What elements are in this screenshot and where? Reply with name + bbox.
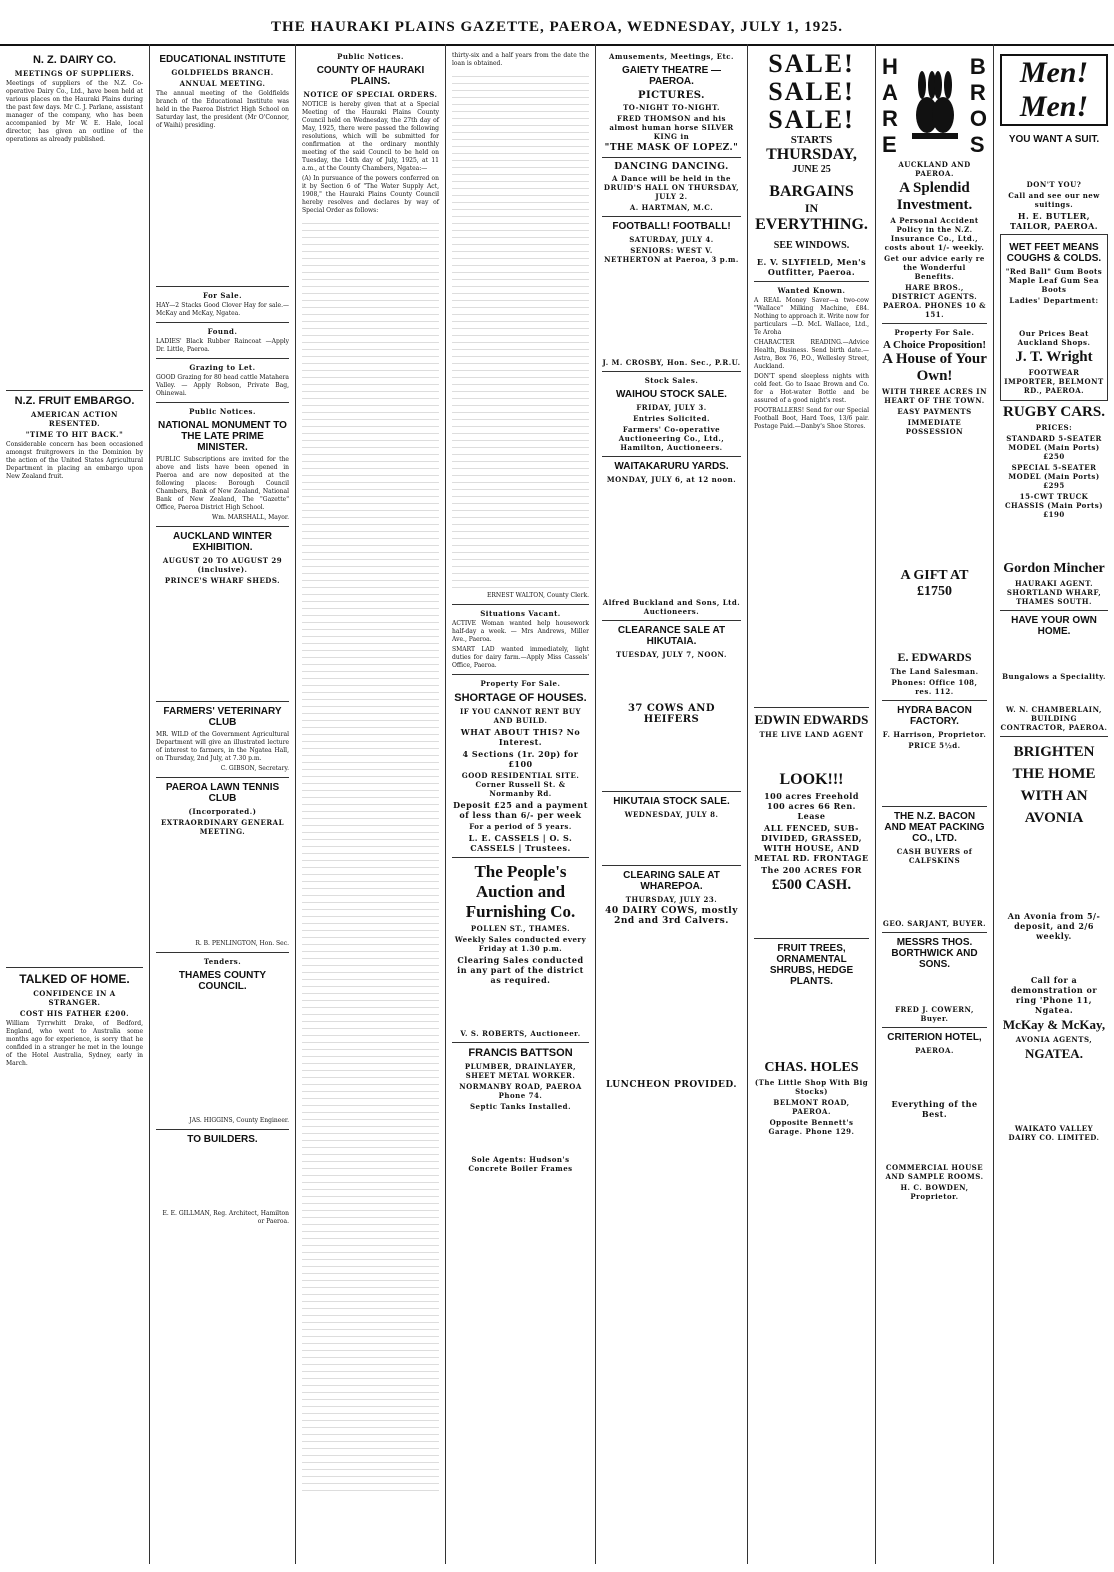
borthwick-heading: MESSRS THOS. BORTHWICK AND SONS.	[891, 937, 978, 970]
rabbits-icon	[904, 67, 964, 145]
weekly-sales: Weekly Sales conducted every Friday at 1.30 p.m.	[454, 935, 587, 953]
exhibition-venue: PRINCE'S WHARF SHEDS.	[164, 576, 281, 585]
column-5	[596, 44, 748, 1564]
situations-vacant-heading: Situations Vacant.	[480, 609, 561, 618]
property-for-sale-heading: Property For Sale.	[480, 679, 561, 688]
cash-price: £500 CASH.	[771, 877, 852, 893]
land-salesman: The Land Salesman.	[890, 667, 979, 676]
article-body-filler	[1000, 1062, 1108, 1122]
all-fenced: ALL FENCED, SUB-DIVIDED, GRASSED, WITH HOUSE, AND METAL RD. FRONTAGE	[754, 823, 869, 863]
prices-beat: Our Prices Beat Auckland Shops.	[1017, 329, 1091, 347]
masthead-title: THE HAURAKI PLAINS GAZETTE, PAEROA, WEDNESDAY, JULY 1, 1925.	[271, 19, 843, 35]
everything: EVERYTHING.	[755, 216, 868, 233]
butler-tailor: H. E. BUTLER, TAILOR, PAEROA.	[1009, 211, 1099, 231]
men-logo: Men! Men!	[1000, 54, 1108, 126]
bargains: BARGAINS	[769, 183, 854, 200]
waihou-entries: Entries Solicited.	[633, 414, 710, 423]
cows-and-heifers: 37 COWS AND HEIFERS	[627, 703, 716, 725]
article-body-filler	[6, 483, 143, 963]
gordon-mincher: Gordon Mincher	[1003, 561, 1105, 576]
hikutaia-stock-heading: HIKUTAIA STOCK SALE.	[613, 796, 730, 807]
article-body-filler	[602, 661, 741, 701]
gift-price: A GIFT AT £1750	[900, 568, 969, 599]
column-7	[876, 44, 994, 1564]
immediate-possession: IMMEDIATE POSSESSION	[905, 418, 964, 436]
commercial-house: COMMERCIAL HOUSE AND SAMPLE ROOMS.	[885, 1163, 984, 1181]
column-6	[748, 44, 876, 1564]
pictures: PICTURES.	[637, 90, 706, 101]
column-4	[446, 44, 596, 1564]
investment-heading: A Splendid Investment.	[896, 180, 973, 213]
everything-best: Everything of the Best.	[891, 1099, 978, 1119]
article-body-filler	[452, 987, 589, 1027]
in: IN	[804, 201, 819, 215]
bros-letters: B R O S	[969, 54, 987, 157]
article-body-filler	[1000, 148, 1108, 178]
sale-1: SALE!	[768, 49, 855, 78]
grazing-heading: Grazing to Let.	[189, 363, 256, 372]
column-1	[0, 44, 150, 1564]
little-shop: (The Little Shop With Big Stocks)	[754, 1078, 869, 1096]
special-orders-intro: NOTICE is hereby given that at a Special Meeting of the Hauraki Plains County Council held on Wednesday, the 27th day of May, 1925, there were passed the following resolutions, which will be submitted for confirmation at the ordinary monthly meeting of the said Council to be held on Tuesday, the 14th day of July, 1925, at 11 a.m., at the County Chambers, Ngatea:—	[302, 101, 439, 172]
article-body-filler	[1000, 640, 1108, 670]
dairy-co-subheading: MEETINGS OF SUPPLIERS.	[14, 69, 135, 78]
wharepoa-heading: CLEARING SALE AT WHAREPOA.	[623, 870, 720, 892]
edu-institute-article: The annual meeting of the Goldfields branch of the Educational Institute was held in the Paeroa District High School on Saturday last, the president (Mr O'Connor, of Waihi) presiding.	[156, 90, 289, 129]
tonight: TO-NIGHT TO-NIGHT.	[623, 103, 720, 112]
easy-payments: EASY PAYMENTS	[897, 407, 972, 416]
article-body-filler	[602, 727, 741, 787]
battson-address: NORMANBY ROAD, PAEROA Phone 74.	[459, 1082, 582, 1100]
waitakaruru-heading: WAITAKARURU YARDS.	[614, 461, 729, 472]
column-3	[296, 44, 446, 1564]
acres-for: The 200 ACRES FOR	[761, 865, 862, 875]
talked-of-home-article: William Tyrrwhitt Drake, of Bedford, England, who went to Australia some months ago for experience, is sorry that he confided in a stranger he met in the lounge of the Hotel Australia, Sydney, early in March.	[6, 1020, 143, 1067]
tennis-club-sub: (Incorporated.)	[188, 807, 257, 816]
cowern-buyer: FRED J. COWERN, Buyer.	[895, 1005, 974, 1023]
article-body-filler	[882, 973, 987, 1003]
raincoat-ad: LADIES' Black Rubber Raincoat —Apply Dr. Little, Paeroa.	[156, 338, 289, 353]
wanted-known-heading: Wanted Known.	[777, 286, 846, 295]
talked-of-home-heading: TALKED OF HOME.	[19, 972, 130, 986]
article-body-filler	[754, 433, 869, 703]
waitakaruru-date: MONDAY, JULY 6, at 12 noon.	[606, 475, 737, 484]
monument-signature: Wm. MARSHALL, Mayor.	[212, 514, 289, 521]
wright-heading: J. T. Wright	[1015, 349, 1093, 365]
county-clerk-signature: ERNEST WALTON, County Clerk.	[487, 592, 589, 599]
article-body-filler	[1000, 683, 1108, 703]
mincher-address: HAURAKI AGENT. SHORTLAND WHARF, THAMES SOUTH.	[1006, 579, 1102, 606]
calfskins: CASH BUYERS of CALFSKINS	[896, 847, 973, 865]
avonia-deposit: An Avonia from 5/- deposit, and 2/6 weekly.	[1007, 911, 1101, 941]
article-body-filler	[6, 146, 143, 386]
to-builders-heading: TO BUILDERS.	[187, 1134, 258, 1145]
slyfield: E. V. SLYFIELD, Men's Outfitter, Paeroa.	[756, 257, 867, 277]
wright-address: FOOTWEAR IMPORTER, BELMONT RD., PAEROA.	[1004, 368, 1104, 395]
dance-notice: A Dance will be held in the DRUID'S HALL ON THURSDAY, JULY 2.	[603, 174, 740, 201]
amusements-heading: Amusements, Meetings, Etc.	[609, 52, 734, 61]
article-body-filler	[602, 821, 741, 861]
active-woman-ad: ACTIVE Woman wanted help housework half-day a week. — Mrs Andrews, Miller Ave., Paeroa.	[452, 620, 589, 643]
vet-club-notice: MR. WILD of the Government Agricultural Department will give an illustrated lecture of interest to farmers, in the Ngatea Hall, on Thursday, 2nd July, at 7.30 p.m.	[156, 731, 289, 762]
article-body-filler	[882, 600, 987, 650]
gaiety-theatre-heading: GAIETY THEATRE — PAEROA.	[621, 65, 722, 87]
thursday: THURSDAY,	[766, 146, 857, 163]
dont-you: DON'T YOU?	[1026, 180, 1082, 189]
what-about-this: WHAT ABOUT THIS? No Interest.	[460, 727, 581, 747]
article-body-filler	[882, 1121, 987, 1161]
monument-notice: PUBLIC Subscriptions are invited for the above and lists have been opened in Paeroa and are now deposited at the following places: Borough Council Chambers, Bank of New Zealand, National Bank of New Zealand, The "Gazette" Office, Paeroa District High School.	[156, 456, 289, 511]
fruit-embargo-quote: "TIME TO HIT BACK."	[25, 430, 124, 439]
shortage-of-houses-heading: SHORTAGE OF HOUSES.	[454, 692, 587, 704]
ngatea: NGATEA.	[1025, 1046, 1083, 1061]
chas-holes-heading: CHAS. HOLES	[764, 1060, 859, 1075]
hydra-price: PRICE 5½d.	[908, 741, 961, 750]
hydra-proprietor: F. Harrison, Proprietor.	[882, 730, 987, 739]
character-reading-ad: CHARACTER READING.—Advice Health, Business. Send birth date.—Astra, Box 76, P.O., Wellesley Street, Auckland.	[754, 339, 869, 370]
septic-tanks: Septic Tanks Installed.	[469, 1102, 572, 1111]
special-model: SPECIAL 5-SEATER MODEL (Main Ports) £295	[1008, 463, 1100, 490]
hay-ad: HAY—2 Stacks Good Clover Hay for sale.—McKay and McKay, Ngatea.	[156, 302, 289, 317]
article-body-filler	[1000, 521, 1108, 561]
article-body-filler	[602, 486, 741, 596]
rent-buy-build: IF YOU CANNOT RENT BUY AND BUILD.	[459, 707, 582, 725]
hikutaia-clearance-heading: CLEARANCE SALE AT HIKUTAIA.	[617, 625, 726, 647]
grazing-ad: GOOD Grazing for 80 head cattle Matahera Valley. — Apply Robson, Private Bag, Ohinewai.	[156, 374, 289, 397]
edu-institute-heading: EDUCATIONAL INSTITUTE	[159, 54, 286, 65]
football-secretary: J. M. CROSBY, Hon. Sec., P.R.U.	[602, 358, 741, 367]
mckay-heading: McKay & McKay,	[1002, 1017, 1106, 1032]
edwards-phones: Phones: Office 108, res. 112.	[891, 678, 978, 696]
hikutaia-stock-date: WEDNESDAY, JULY 8.	[624, 810, 719, 819]
article-body-filler	[156, 1148, 289, 1208]
criterion-heading: CRITERION HOTEL,	[887, 1032, 982, 1043]
tenders-heading: Tenders.	[203, 957, 242, 966]
county-heading: COUNTY OF HAURAKI PLAINS.	[316, 65, 425, 87]
want-a-suit: YOU WANT A SUIT.	[1008, 134, 1100, 145]
article-body-filler	[156, 132, 289, 282]
footballers-ad: FOOTBALLERS! Send for our Special Football Boot, Hard Toes, 13/6 pair. Postage Paid.—Danby's Shoe Stores.	[754, 407, 869, 430]
edu-institute-sub: GOLDFIELDS BRANCH.	[171, 68, 274, 77]
special-orders-resolution-a: (A) In pursuance of the powers conferred on it by Section 6 of "The Water Supply Act, 1908," the Hauraki Plains County Council hereby resolves and declares by way of Special Order as follows:	[302, 175, 439, 214]
sections-price: 4 Sections (1r. 20p) for £100	[462, 749, 579, 769]
article-body-filler	[1000, 829, 1108, 909]
battson-trades: PLUMBER, DRAINLAYER, SHEET METAL WORKER.	[464, 1062, 577, 1080]
tennis-club-meeting: EXTRAORDINARY GENERAL MEETING.	[160, 818, 285, 836]
bungalows: Bungalows a Speciality.	[1002, 672, 1106, 681]
public-notices-heading: Public Notices.	[337, 52, 404, 61]
bowden-proprietor: H. C. BOWDEN, Proprietor.	[900, 1183, 969, 1201]
avonia-heading: BRIGHTEN THE HOME WITH AN AVONIA	[1012, 744, 1096, 826]
accident-policy: A Personal Accident Policy in the N.Z. Insurance Co., Ltd., costs about 1/- weekly.	[884, 216, 985, 252]
thames-council-heading: THAMES COUNTY COUNCIL.	[178, 970, 267, 992]
standard-model: STANDARD 5-SEATER MODEL (Main Ports) £250	[1006, 434, 1102, 461]
article-body-filler	[1004, 307, 1104, 327]
article-body-filler	[754, 894, 869, 934]
article-body-filler	[882, 438, 987, 568]
article-body-filler	[602, 266, 741, 356]
article-body-filler	[452, 1113, 589, 1153]
article-body-filler	[754, 741, 869, 771]
wet-feet-ad	[1000, 234, 1108, 401]
deposit-terms: Deposit £25 and a payment of less than 6/- per week	[453, 800, 588, 820]
cold-feet-ad: DON'T spend sleepless nights with cold feet. Go to Isaac Brown and Co. for a Hot-water Bottle and be assured of a good night's rest.	[754, 373, 869, 404]
dancing: DANCING DANCING.	[614, 162, 729, 172]
opposite-garage: Opposite Bennett's Garage. Phone 129.	[768, 1118, 855, 1136]
article-body-filler	[452, 70, 589, 590]
public-notices-heading: Public Notices.	[189, 407, 256, 416]
special-orders-heading: NOTICE OF SPECIAL ORDERS.	[303, 90, 438, 99]
tennis-club-heading: PAEROA LAWN TENNIS CLUB	[165, 782, 280, 804]
payment-period: For a period of 5 years.	[469, 822, 572, 831]
monument-heading: NATIONAL MONUMENT TO THE LATE PRIME MINISTER.	[158, 420, 287, 453]
hare-bros-logo	[882, 54, 987, 158]
column-2	[150, 44, 296, 1564]
hare-bros-agents: HARE BROS., DISTRICT AGENTS. PAEROA. PHONES 10 & 151.	[883, 283, 986, 319]
football-date: SATURDAY, JULY 4.	[629, 235, 714, 244]
new-suitings: Call and see our new suitings.	[1008, 191, 1100, 209]
vet-club-heading: FARMERS' VETERINARY CLUB	[163, 706, 282, 728]
rugby-cars-heading: RUGBY CARS.	[1003, 404, 1105, 420]
sale-3: SALE!	[768, 105, 855, 134]
own-home-heading: HAVE YOUR OWN HOME.	[1011, 615, 1097, 637]
fruit-trees-heading: FRUIT TREES, ORNAMENTAL SHRUBS, HEDGE PLANTS.	[769, 943, 854, 987]
waikato-dairy: WAIKATO VALLEY DAIRY CO. LIMITED.	[1008, 1124, 1100, 1142]
special-orders-continued: thirty-six and a half years from the date the loan is obtained.	[452, 52, 589, 67]
starts: STARTS	[790, 134, 833, 146]
three-acres: WITH THREE ACRES IN HEART OF THE TOWN.	[882, 387, 987, 405]
article-body-filler	[302, 217, 439, 1497]
rugby-prices-label: PRICES:	[1035, 423, 1073, 432]
vet-club-signature: C. GIBSON, Secretary.	[220, 765, 289, 772]
article-body-filler	[156, 995, 289, 1115]
waihou-heading: WAIHOU STOCK SALE.	[616, 389, 727, 400]
edu-institute-sub-2: ANNUAL MEETING.	[179, 79, 266, 88]
fruit-embargo-article: Considerable concern has been occasioned amongst fruitgrowers in the Dominion by the action of the United States Agricultural Department in placing an embargo upon New Zealand fruit.	[6, 441, 143, 480]
wet-feet-heading: WET FEET MEANS COUGHS & COLDS.	[1006, 242, 1102, 264]
truck-chassis: 15-CWT TRUCK CHASSIS (Main Ports) £190	[1004, 492, 1104, 519]
avonia-agents: AVONIA AGENTS,	[1015, 1035, 1093, 1044]
look: LOOK!!!	[779, 771, 844, 788]
e-edwards: E. EDWARDS	[897, 650, 972, 664]
nz-bacon-heading: THE N.Z. BACON AND MEAT PACKING CO., LTD.	[884, 811, 985, 844]
article-body-filler	[754, 990, 869, 1060]
tennis-club-signature: R. B. PENLINGTON, Hon. Sec.	[195, 940, 289, 947]
article-body-filler	[882, 867, 987, 917]
waihou-date: FRIDAY, JULY 3.	[636, 403, 707, 412]
fred-thomson: FRED THOMSON and his almost human horse SILVER KING in	[609, 114, 734, 141]
property-for-sale-heading: Property For Sale.	[894, 328, 975, 337]
talked-of-home-subheading: CONFIDENCE IN A STRANGER.	[33, 989, 116, 1007]
masthead	[0, 10, 1114, 46]
stock-sales-heading: Stock Sales.	[644, 376, 699, 385]
article-body-filler	[882, 1057, 987, 1097]
hare-bros-location: AUCKLAND AND PAEROA.	[898, 160, 971, 178]
see-windows: SEE WINDOWS.	[773, 240, 850, 251]
for-sale-heading: For Sale.	[202, 291, 243, 300]
dairy-co-heading: N. Z. DAIRY CO.	[32, 54, 117, 66]
luncheon: LUNCHEON PROVIDED.	[605, 1080, 738, 1090]
edwin-edwards-heading: EDWIN EDWARDS	[754, 712, 869, 727]
buckland-signature: Alfred Buckland and Sons, Ltd. Auctioneers.	[602, 598, 741, 616]
hikutaia-date: TUESDAY, JULY 7, NOON.	[616, 650, 727, 659]
chamberlain: W. N. CHAMBERLAIN, BUILDING CONTRACTOR, PAEROA.	[1000, 705, 1108, 732]
belmont-road: BELMONT ROAD, PAEROA.	[773, 1098, 850, 1116]
hydra-heading: HYDRA BACON FACTORY.	[897, 705, 972, 727]
seniors-fixture: SENIORS: WEST V. NETHERTON at Paeroa, 3 p.m.	[604, 246, 739, 264]
column-8	[994, 44, 1114, 1564]
peoples-auction-heading: The People's Auction and Furnishing Co.	[465, 862, 576, 921]
gum-boots: "Red Ball" Gum Boots Maple Leaf Gum Sea Boots	[1005, 267, 1103, 294]
farmers-coop: Farmers' Co-operative Auctioneering Co., Ltd., Hamilton, Auctioneers.	[618, 425, 725, 452]
dairy-co-article: Meetings of suppliers of the N.Z. Co-operative Dairy Co., Ltd., have been held at various places on the Hauraki Plains during the past few days. Mr C. J. Parlane, assistant manager of the company, who has been accompanied by Mr W. E. Hale, local director, has given an outline of the operations as already published.	[6, 80, 143, 143]
exhibition-heading: AUCKLAND WINTER EXHIBITION.	[173, 531, 272, 553]
fruit-embargo-subheading: AMERICAN ACTION RESENTED.	[31, 410, 118, 428]
wharepoa-date: THURSDAY, JULY 23.	[625, 895, 718, 904]
fruit-embargo-heading: N.Z. FRUIT EMBARGO.	[14, 395, 135, 407]
clearing-sales: Clearing Sales conducted in any part of the district as required.	[457, 955, 584, 985]
mask-of-lopez: "THE MASK OF LOPEZ."	[604, 143, 739, 153]
pollen-st: POLLEN ST., THAMES.	[470, 924, 571, 933]
sale-2: SALE!	[768, 77, 855, 106]
smart-lad-ad: SMART LAD wanted immediately, light duties for dairy farm.—Apply Miss Cassels' Office, Paeroa.	[452, 646, 589, 669]
residential-site: GOOD RESIDENTIAL SITE. Corner Russell St. & Normanby Rd.	[461, 771, 580, 798]
live-land-agent: THE LIVE LAND AGENT	[759, 730, 864, 739]
june-25: JUNE 25	[792, 164, 831, 175]
builders-signature: E. E. GILLMAN, Reg. Architect, Hamilton or Paeroa.	[162, 1210, 289, 1225]
article-body-filler	[156, 587, 289, 697]
article-body-filler	[602, 928, 741, 1078]
ladies-dept: Ladies' Department:	[1009, 296, 1099, 305]
house-of-your-own: A House of Your Own!	[882, 351, 987, 384]
found-heading: Found.	[207, 327, 238, 336]
criterion-location: PAEROA.	[915, 1046, 954, 1055]
thames-council-signature: JAS. HIGGINS, County Engineer.	[189, 1117, 289, 1124]
talked-of-home-subheading-2: COST HIS FATHER £200.	[19, 1009, 130, 1018]
exhibition-dates: AUGUST 20 TO AUGUST 29 (inclusive).	[162, 556, 283, 574]
sarjant-buyer: GEO. SARJANT, BUYER.	[882, 919, 987, 928]
money-saver-ad: A REAL Money Saver—a two-cow "Wallace" Milking Machine, £84. Nothing to approach it. Write now for particulars —D. McL Wallace, Ltd., Te Aroha	[754, 297, 869, 336]
trustees: L. E. CASSELS | O. S. CASSELS | Trustees.	[468, 833, 573, 853]
demonstration: Call for a demonstration or ring 'Phone 11, Ngatea.	[1010, 975, 1098, 1015]
acres-freehold: 100 acres Freehold 100 acres 66 Ren. Lease	[764, 791, 859, 821]
football-heading: FOOTBALL! FOOTBALL!	[612, 221, 731, 232]
choice-proposition: A Choice Proposition!	[882, 339, 987, 351]
battson-heading: FRANCIS BATTSON	[468, 1047, 573, 1059]
dance-mc: A. HARTMAN, M.C.	[629, 203, 714, 212]
article-body-filler	[156, 838, 289, 938]
article-body-filler	[1000, 943, 1108, 973]
get-advice: Get our advice early re the Wonderful Benefits.	[884, 254, 985, 281]
article-body-filler	[882, 752, 987, 802]
auctioneer-signature: V. S. ROBERTS, Auctioneer.	[460, 1029, 581, 1038]
hare-letters: H A R E	[882, 54, 898, 157]
sole-agents: Sole Agents: Hudson's Concrete Boiler Frames	[468, 1155, 573, 1173]
dairy-cows: 40 DAIRY COWS, mostly 2nd and 3rd Calvers.	[605, 906, 738, 926]
